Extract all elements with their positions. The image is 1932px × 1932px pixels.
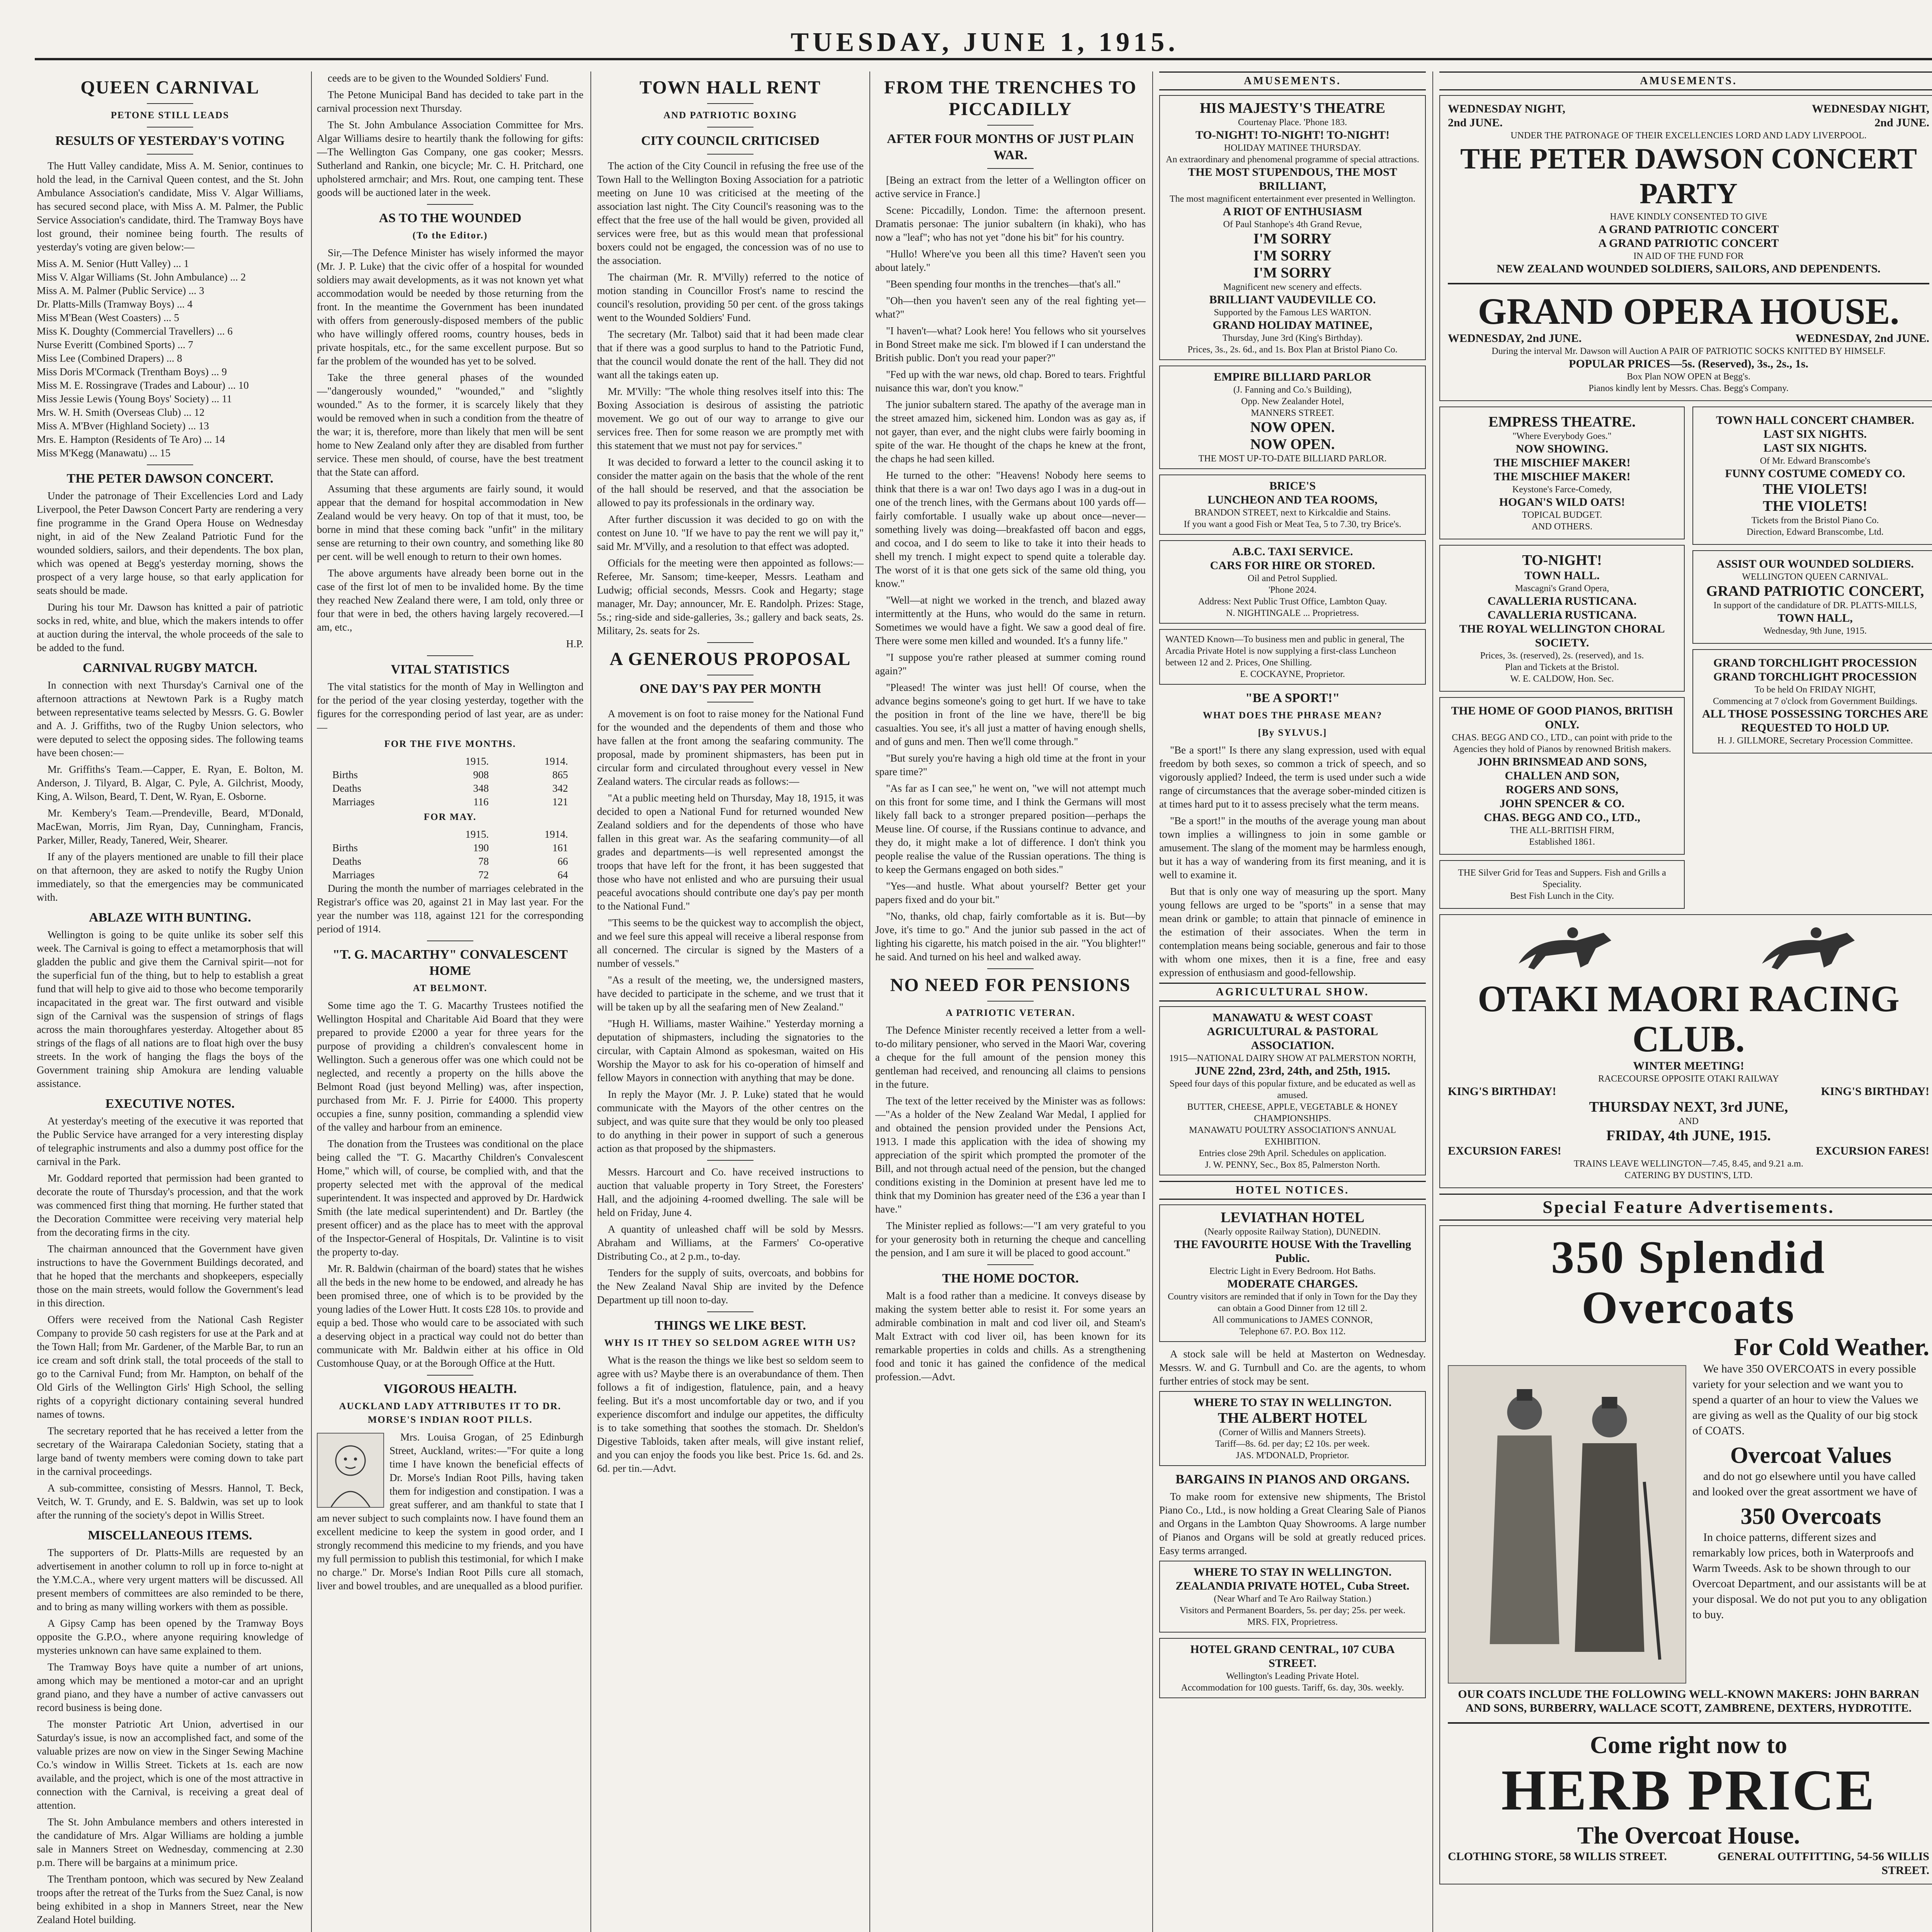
table-caption: FOR MAY. (423, 812, 477, 822)
column-rule (311, 71, 312, 1932)
paragraph: [Being an extract from the letter of a Wellington officer on active service in France.] (875, 174, 1146, 199)
article-subhead: AUCKLAND LADY ATTRIBUTES IT TO DR. MORSE'S INDIAN ROOT PILLS. (339, 1401, 561, 1425)
article-subhead: AFTER FOUR MONTHS OF JUST PLAIN WAR. (887, 132, 1134, 162)
article-headline: AS TO THE WOUNDED (379, 211, 522, 225)
paragraph: The supporters of Dr. Platts-Mills are requested by an advertisement in another column to roll up in force to-night at the Y.M.C.A., where very urgent matters will be discussed. All present members of committees are also reminded to be there, and to bring as many willing workers with them as possible. (37, 1547, 303, 1612)
paragraph: "Fed up with the war news, old chap. Bored to tears. Frightful nuisance this war, don't you know." (875, 369, 1146, 394)
paragraph: The action of the City Council in refusing the free use of the Town Hall to the Wellington Boxing Association for a patriotic meeting on June 10 was criticised at the meeting of the association last night. The City Council's reasoning was to the effect that the free use of the hall would be given, provided all services were free, but as this would mean that professional boxers could not be engaged, the concession was of no use to the association. (597, 160, 864, 266)
column-rule (869, 71, 870, 1932)
article-headline: RESULTS OF YESTERDAY'S VOTING (55, 134, 285, 148)
result-row: Miss Lee (Combined Drapers) ... 8 (37, 352, 182, 364)
paragraph: "This seems to be the quickest way to accomplish the object, and we feel sure this appeal will receive a liberal response from all concerned. The circular is signed by the Masters of a number of vessels." (597, 917, 864, 969)
paragraph: Sir,—The Defence Minister has wisely informed the mayor (Mr. J. P. Luke) that the civic offer of a hospital for wounded soldiers may await developments, as it was not known yet what accommodation would be needed by those returning from the front. In the meantime the Government has been inundated with offers from generously-disposed members of the public who have willingly offered rooms, country houses, beds in private hospitals, etc., for the same excellent purpose. But so far the problem of the wounded has yet to be solved. (317, 247, 583, 367)
paragraph: Mr. M'Villy: "The whole thing resolves itself into this: The Boxing Association is desirous of assisting the patriotic movement. We go out of our way to arrange to give our services free. Then for some reason we are promptly met with this statement that we must not pay for services." (597, 386, 864, 451)
table-row: Marriages 72 64 (332, 869, 568, 881)
article-subhead: ONE DAY'S PAY PER MONTH (639, 682, 821, 696)
paragraph: The monster Patriotic Art Union, advertised in our Saturday's issue, is now an accomplished fact, and some of the valuable prizes are now on view in the Singer Sewing Machine Co.'s window in Willis Street. Tickets at 1s. each are now available, and the project, which is one of the most attractive in connection with the Carnival, is receiving a great deal of attention. (37, 1718, 303, 1811)
paragraph: The chairman (Mr. R. M'Villy) referred to the notice of motion standing in Councillor Frost's name to rescind the council's resolution, providing 50 per cent. of the gross takings went to the Wounded Soldiers' Fund. (597, 271, 864, 323)
paragraph: The Minister replied as follows:—"I am very grateful to you for your generosity both in returning the cheque and cancelling the pension, and I am sure it will be placed to good account." (875, 1220, 1146, 1259)
result-row: Miss A. M. Palmer (Public Service) ... 3 (37, 285, 204, 296)
paragraph: ceeds are to be given to the Wounded Soldiers' Fund. (328, 72, 549, 84)
result-row: Nurse Everitt (Combined Sports) ... 7 (37, 339, 193, 350)
paragraph: A movement is on foot to raise money for the National Fund for the wounded and the dependents of them and those who have fallen at the front among the seafaring community. The proposal, made by prominent shipmasters, has been put in circular form and circulated throughout every vessel in New Zealand waters. The circular reads as follows:— (597, 708, 864, 787)
paragraph: What is the reason the things we like best so seldom seem to agree with us? Maybe there is an overabundance of them. Then follows a fit of indigestion, flatulence, pain, and a heavy feeling. But it's a most uncomfortable day or two, and if you experience discomfort and indulge our appetites, the difficulty is to take something that soothes the stomach. Dr. Sheldon's Digestive Tabloids, taken after meals, will give instant relief, and you can enjoy the foods you like best. Price 1s. 6d. and 2s. 6d. per tin.—Advt. (597, 1354, 864, 1474)
paragraph: In connection with next Thursday's Carnival one of the afternoon attractions at Newtown Park is a Rugby match between representative teams selected by Messrs. G. G. Bowler and A. J. Griffiths, two of the Rugby Union selectors, who were deputed to select the opposing sides. The following teams have been chosen:— (37, 679, 303, 759)
result-row: Miss M'Bean (West Coasters) ... 5 (37, 312, 179, 323)
ad-herb-price-overcoats: 350 Splendid Overcoats For Cold Weather. We have 350 OVERCOATS in every possible variety for your selection and we want you to spend a quarter of an hour to view the Values we are giving as well as the Quality of our big stock of COATS. Overcoat Values and do not go elsewhere until you have called and looked over the great assortment we have of 350 Overcoats In choice patterns, different sizes and remarkably low prices, both in Waterproofs and Warm Tweeds. Ask to be shown through to our Overcoat Department, and our assistants will be at your disposal. We do not put you to any obligation to buy. OUR COATS INCLUDE THE FOLLOWING WELL-KNOWN MAKERS: JOHN BARRAN AND SONS, BURBERRY, WALLACE SCOTT, ZAMBRENE, DEXTERS, HYDROTITE. Come right now to HERB PRICE The Overcoat House. CLOTHING STORE, 58 WILLIS STREET. GENERAL OUTFITTING, 54-56 WILLIS STREET. (1439, 1225, 1932, 1884)
ad-his-majestys-theatre: HIS MAJESTY'S THEATRE Courtenay Place. 'Phone 183. TO-NIGHT! TO-NIGHT! TO-NIGHT! HOLIDAY MATINEE THURSDAY. An extraordinary and phenomenal programme of special attractions. THE MOST STUPENDOUS, THE MOST BRILLIANT, The most magnificent entertainment ever presented in Wellington. A RIOT OF ENTHUSIASM Of Paul Stanhope's 4th Grand Revue, I'M SORRY I'M SORRY I'M SORRY Magnificent new scenery and effects. BRILLIANT VAUDEVILLE CO. Supported by the Famous LES WARTON. GRAND HOLIDAY MATINEE, Thursday, June 3rd (King's Birthday). Prices, 3s., 2s. 6d., and 1s. Box Plan at Bristol Piano Co. (1159, 95, 1426, 360)
paragraph: "Yes—and hustle. What about yourself? Better get your papers fixed and do your bit." (875, 880, 1146, 905)
table-header: 1915. 1914. (465, 755, 568, 767)
paragraph: After further discussion it was decided to go on with the contest on June 10. "If we have to pay the rent we will pay it," said Mr. M'Villy, and a resolution to that effect was adopted. (597, 514, 864, 552)
paragraph: The text of the letter received by the Minister was as follows:—"As a holder of the New Zealand War Medal, I applied for and obtained the pension provided under the Pensions Act, 1913. I made this application with the idea of showing my appreciation of the spirit which prompted the promoter of the Bill, and not through actual need of the pension, but the changed conditions existing in the Dominion at present have led me to think that my Dominion has greater need of the £36 a year than I have." (875, 1095, 1146, 1215)
paragraph: The Petone Municipal Band has decided to take part in the carnival procession next Thursday. (317, 89, 583, 114)
section-header: AGRICULTURAL SHOW. (1159, 983, 1426, 1002)
voting-results (37, 257, 303, 460)
ad-manawatu-show: MANAWATU & WEST COAST AGRICULTURAL & PASTORAL ASSOCIATION. 1915—NATIONAL DAIRY SHOW AT PALMERSTON NORTH, JUNE 22nd, 23rd, 24th, and 25th, 1915. Speed four days of this popular fixture, and be educated as well as amused. BUTTER, CHEESE, APPLE, VEGETABLE & HONEY CHAMPIONSHIPS. MANAWATU POULTRY ASSOCIATION'S ANNUAL EXHIBITION. Entries close 29th April. Schedules on application. J. W. PENNY, Sec., Box 85, Palmerston North. (1159, 1006, 1426, 1175)
article-headline: "BE A SPORT!" (1245, 691, 1340, 705)
paragraph: Assuming that these arguments are fairly sound, it would appear that the demand for hospital accommodation in New Zealand would be very heavy. On top of that it must, too, be borne in mind that these coming back "unfit" in the military sense are returning to their own country, and something like 80 per cent. will be well enough to return to their own homes. (317, 483, 583, 562)
paragraph: A quantity of unleashed chaff will be sold by Messrs. Abraham and Williams, at the Farmers' Co-operative Distributing Co., at 2 p.m., to-day. (597, 1223, 864, 1262)
article-headline: "T. G. MACARTHY" CONVALESCENT HOME (332, 947, 568, 978)
signature: H.P. (566, 638, 583, 650)
paragraph: The St. John Ambulance members and others interested in the candidature of Mrs. Algar Williams are holding a jumble sale in Manners Street on Wednesday, commencing at 2.30 p.m. There will be bargains at a minimum price. (37, 1816, 303, 1868)
paragraph: In reply the Mayor (Mr. J. P. Luke) stated that he would communicate with the Mayors of the other centres on the subject, and was quite sure that they would be only too pleased to do anything in their power in support of such a generous action as that proposed by the shipmasters. (597, 1088, 864, 1154)
paragraph: The secretary reported that he has received a letter from the secretary of the Wairarapa Caledonian Society, stating that a large band of twenty members were coming down to take part in the carnival proceedings. (37, 1425, 303, 1477)
ad-leviathan-hotel: LEVIATHAN HOTEL (Nearly opposite Railway Station), DUNEDIN. THE FAVOURITE HOUSE With the Travelling Public. Electric Light in Every Bedroom. Hot Baths. MODERATE CHARGES. Country visitors are reminded that if only in Town for the Day they can obtain a Good Dinner from 12 till 2. All communications to JAMES CONNOR, Telephone 67. P.O. Box 112. (1159, 1204, 1426, 1342)
ad-zealandia-hotel: WHERE TO STAY IN WELLINGTON. ZEALANDIA PRIVATE HOTEL, Cuba Street. (Near Wharf and Te Aro Railway Station.) Visitors and Permanent Boarders, 5s. per day; 25s. per week. MRS. FIX, Proprietress. (1159, 1561, 1426, 1633)
result-row: Dr. Platts-Mills (Tramway Boys) ... 4 (37, 298, 193, 310)
ad-torchlight-procession: GRAND TORCHLIGHT PROCESSION GRAND TORCHLIGHT PROCESSION To be held On FRIDAY NIGHT, Commencing at 7 o'clock from Government Buildings. ALL THOSE POSSESSING TORCHES ARE REQUESTED TO HOLD UP. H. J. GILLMORE, Secretary Procession Committee. (1692, 649, 1932, 753)
paragraph: The Defence Minister recently received a letter from a well-to-do military pensioner, who served in the Maori War, covering a cheque for the full amount of the pension money this gentleman had received, and renouncing all claims to pensions in the future. (875, 1024, 1146, 1090)
paragraph: The secretary (Mr. Talbot) said that it had been made clear that if there was a good surplus to hand to the Patriotic Fund, that the council would donate the rent of the hall. They did not want all the takings eaten up. (597, 328, 864, 381)
column-rule (590, 71, 591, 1932)
section-headline: MISCELLANEOUS ITEMS. (88, 1528, 252, 1543)
result-row: Miss V. Algar Williams (St. John Ambulance) ... 2 (37, 271, 246, 283)
paragraph: Some time ago the T. G. Macarthy Trustees notified the Wellington Hospital and Charitable Aid Board that they were prepared to provide £2000 a year for three years for the purpose of providing a children's convalescent home in Wellington. Such a generous offer was one which could not be neglected, and recently a property on the hills above the Belmont Road (just beyond Melling) was, after inspection, purchased from Mr. F. J. Pirrie for £4000. This property occupies a fine, sunny position, commanding a splendid view of the valley and harbour from an eminence. (317, 1000, 583, 1133)
column-rule (1152, 71, 1153, 1932)
paragraph: "Be a sport!" Is there any slang expression, used with equal freedom by both sexes, so common a trick of speech, and so vigorously applied? Indeed, the term is used under such a wide range of circumstances that the average sober-minded citizen is at times hard put to it to assess precisely what the term means. (1159, 744, 1426, 810)
result-row: Miss M'Kegg (Manawatu) ... 15 (37, 447, 171, 459)
ad-abc-taxi: A.B.C. TAXI SERVICE. CARS FOR HIRE OR STORED. Oil and Petrol Supplied. 'Phone 2024. Address: Next Public Trust Office, Lambton Quay. N. NIGHTINGALE ... Proprietress. (1159, 540, 1426, 624)
article-subhead: WHY IS IT THEY SO SELDOM AGREE WITH US? (604, 1338, 857, 1348)
paragraph: Mr. Goddard reported that permission had been granted to decorate the route of Thursday's procession, and that the work was commenced first thing that morning. He further stated that the Decoration Committee were receiving very material help from the decorating firms in the city. (37, 1172, 303, 1238)
paragraph: Take the three general phases of the wounded—"dangerously wounded," "wounded," and "slightly wounded." As to the former, it is scarcely likely that they would be removed when in such a condition from the theatre of the war; it is, therefore, more than likely that men will be sent home to New Zealand only after they are disabled from further service. These men should, of course, have the best treatment that the State can afford. (317, 372, 583, 478)
ad-assist-wounded-soldiers: ASSIST OUR WOUNDED SOLDIERS. WELLINGTON QUEEN CARNIVAL. GRAND PATRIOTIC CONCERT, In support of the candidature of DR. PLATTS-MILLS, TOWN HALL, Wednesday, 9th June, 1915. (1692, 550, 1932, 644)
paragraph: "I haven't—what? Look here! You fellows who sit yourselves in Bond Street make me sick. I'm blowed if I can understand the British public. Don't you read your paper?" (875, 325, 1146, 364)
table-caption: FOR THE FIVE MONTHS. (384, 739, 516, 749)
article-headline: THINGS WE LIKE BEST. (655, 1318, 806, 1333)
paragraph: "As far as I can see," he went on, "we will not attempt much on this front for some time, and I think the Germans will most likely fall back to a stronger prepared position—perhaps the Meuse line. Of course, if the Russians continue to advance, and they do, it might make a lot of difference. I don't think you people realise the value of the Russian operations. The thing is to keep the Germans engaged on both sides." (875, 782, 1146, 875)
article-headline: CITY COUNCIL CRITICISED (641, 134, 820, 148)
result-row: Miss A. M. Senior (Hutt Valley) ... 1 (37, 258, 189, 269)
article-headline: THE HOME DOCTOR. (942, 1271, 1079, 1286)
article-headline: TOWN HALL RENT (639, 77, 821, 98)
result-row: Miss Doris M'Cormack (Trentham Boys) ... 9 (37, 366, 227, 378)
paragraph: "Well—at night we worked in the trench, and blazed away intermittently at the Huns, who would do the same in return. Sometimes we would have a fight. We saw a good deal of fire. There were some men killed and wounded. It's a funny life." (875, 594, 1146, 646)
section-header: AMUSEMENTS. (1159, 71, 1426, 90)
table-row: Births 190 161 (332, 842, 568, 854)
paragraph: At yesterday's meeting of the executive it was reported that the Public Service have arranged for a very interesting display of telegraphic instruments and also a dummy post office for the carnival in the Park. (37, 1115, 303, 1167)
result-row: Miss M. E. Rossingrave (Trades and Labour) ... 10 (37, 379, 249, 391)
result-row: Miss Jessie Lewis (Young Boys' Society) ... 11 (37, 393, 232, 405)
article-subhead: (To the Editor.) (412, 230, 488, 241)
paragraph: Malt is a food rather than a medicine. It conveys disease by making the system better able to resist it. For some years an admirable combination in malt and cod liver oil, and Steam's Malt Extract with cod liver oil, has been known for its remarkable properties in colds and chills. As a strengthening food and tonic it has gained the confidence of the medical profession.—Advt. (875, 1290, 1146, 1383)
paragraph: "Hullo! Where've you been all this time? Haven't seen you about lately." (875, 248, 1146, 273)
result-row: Miss A. M'Bver (Highland Society) ... 13 (37, 420, 209, 432)
paragraph: The junior subaltern stared. The apathy of the average man in the street amazed him, sickened him. London was as gay as, if not gayer, than ever, and the night clubs were fairly booming in spite of the war. He thought of the chaps he knew at the front, the chaps he had seen killed. (875, 399, 1146, 464)
result-row: Mrs. E. Hampton (Residents of Te Aro) ... 14 (37, 434, 225, 445)
ad-grand-central-hotel: HOTEL GRAND CENTRAL, 107 CUBA STREET. Wellington's Leading Private Hotel. Accommodation for 100 guests. Tariff, 6s. day, 30s. weekly. (1159, 1638, 1426, 1698)
paragraph: To make room for extensive new shipments, The Bristol Piano Co., Ltd., is now holding a Great Clearing Sale of Pianos and Organs in the Lambton Quay Showrooms. A large number of Pianos and Organs will be sold at greatly reduced prices. Easy terms arranged. (1159, 1491, 1426, 1556)
paragraph: During the month the number of marriages celebrated in the Registrar's office was 20, against 21 in May last year. For the year the number was 118, against 121 for the corresponding period of 1914. (317, 883, 583, 935)
paragraph: Offers were received from the National Cash Register Company to provide 50 cash registers for use at the Park and at the Town Hall; from Mr. Gardener, of the Marble Bar, to run an ice cream and soft drink stall, the total proceeds of the stall to go to the Carnival Fund; from Mr. Hampton, on behalf of the Old Girls of the Wellington Girls' High School, the selling rights of a copyright dictionary containing several hundred names of towns. (37, 1314, 303, 1420)
paragraph: Messrs. Harcourt and Co. have received instructions to auction that valuable property in Tory Street, the Foresters' Hall, and the adjoining 4-roomed dwelling. The sale will be held on Friday, June 4. (597, 1166, 864, 1218)
paragraph: Tenders for the supply of suits, overcoats, and bobbins for the New Zealand Naval Ship are invited by the Defence Department up till noon to-day. (597, 1267, 864, 1306)
paragraph: "As a result of the meeting, we, the undersigned masters, have decided to participate in the scheme, and we trust that it will be taken up by all the seafaring men of New Zealand." (597, 974, 864, 1013)
paragraph: The Tramway Boys have quite a number of art unions, among which may be mentioned a motor-car and an upright grand piano, and they have a number of active canvassers out record business is being done. (37, 1661, 303, 1713)
paragraph: Mr. Kembery's Team.—Prendeville, Beard, M'Donald, MacEwan, Morris, Jim Ryan, Day, Cunningham, Francis, Parker, Miller, Ready, Tanered, Weir, Shearer. (37, 807, 303, 846)
article-subhead: A PATRIOTIC VETERAN. (946, 1008, 1075, 1018)
paragraph: But that is only one way of measuring up the sport. Many young fellows are urged to be "sports" in a sense that may mean drink or gamble; to attain that pinnacle of eminence in the estimation of their associates. When the term in contemplation means being sociable, generous and fair to those with whom one mixes, then it is a fine, free and easy expression of enthusiasm and good-fellowship. (1159, 886, 1426, 978)
ad-otaki-racing-club: OTAKI MAORI RACING CLUB. WINTER MEETING! RACECOURSE OPPOSITE OTAKI RAILWAY KING'S BIRTHDAY! KING'S BIRTHDAY! THURSDAY NEXT, 3rd JUNE, AND FRIDAY, 4th JUNE, 1915. EXCURSION FARES! EXCURSION FARES! TRAINS LEAVE WELLINGTON—7.45, 8.45, and 9.21 a.m. CATERING BY DUSTIN'S, LTD. (1439, 914, 1932, 1188)
section-headline: CARNIVAL RUGBY MATCH. (83, 661, 257, 675)
ad-brices-tea-rooms: BRICE'S LUNCHEON AND TEA ROOMS, BRANDON STREET, next to Kirkcaldie and Stains. If you want a good Fish or Meat Tea, 5 to 7.30, try Brice's. (1159, 474, 1426, 535)
racehorse-illustration (1448, 921, 1929, 975)
paragraph: The Trentham pontoon, which was secured by New Zealand troops after the retreat of the Turks from the Suez Canal, is now being exhibited in a shop in Manners Street, near the New Zealand Hotel building. (37, 1873, 303, 1925)
paragraph: "Be a sport!" in the mouths of the average young man about town implies a willingness to join in some gamble or amusement. The slang of the moment may be harmless enough, but it has a way of wandering from its first meaning, and it is well to examine it. (1159, 815, 1426, 881)
ad-silver-grid: THE Silver Grid for Teas and Suppers. Fish and Grills a Speciality. Best Fish Lunch in the City. (1439, 860, 1685, 909)
ad-peter-dawson-concert: WEDNESDAY NIGHT, 2nd JUNE. WEDNESDAY NIGHT, 2nd JUNE. UNDER THE PATRONAGE OF THEIR EXCELLENCIES LORD AND LADY LIVERPOOL. THE PETER DAWSON CONCERT PARTY HAVE KINDLY CONSENTED TO GIVE A GRAND PATRIOTIC CONCERT A GRAND PATRIOTIC CONCERT IN AID OF THE FUND FOR NEW ZEALAND WOUNDED SOLDIERS, SAILORS, AND DEPENDENTS. GRAND OPERA HOUSE. WEDNESDAY, 2nd JUNE. WEDNESDAY, 2nd JUNE. During the interval Mr. Dawson will Auction A PAIR OF PATRIOTIC SOCKS KNITTED BY HIMSELF. POPULAR PRICES—5s. (Reserved), 3s., 2s., 1s. Box Plan NOW OPEN at Begg's. Pianos kindly lent by Messrs. Chas. Begg's Company. (1439, 95, 1932, 401)
paragraph: It was decided to forward a letter to the council asking it to consider the matter again on the basis that the whole of the rent of the hall should be reserved, and that the association be allowed to pay its professionals in the ordinary way. (597, 456, 864, 509)
paragraph: "No, thanks, old chap, fairly comfortable as it is. But—by Jove, it's time to go." And the junior sub passed in the act of lighting his cigarette, his match poised in the air. "You blighter!" he said. And turned on his heel and walked away. (875, 910, 1146, 963)
paragraph: Wellington is going to be quite unlike its sober self this week. The Carnival is going to effect a metamorphosis that will gladden the public and give them the Carnival spirit—not for the superficial fun of the thing, but to help to establish a great fund that will help to give aid to those who become temporarily incapacitated in the great war. The first outward and visible sign of the Carnival was the suspension of strings of flags across the main thoroughfares yesterday. Altogether about 85 strings of the flags of all nations are to float high over the busy streets. In the work of hanging the flags the boys of the Government training ship Amokura are lending valuable assistance. (37, 929, 303, 1089)
paragraph: "But surely you're having a high old time at the front in your spare time?" (875, 752, 1146, 777)
article-headline: FROM THE TRENCHES TO PICCADILLY (884, 77, 1137, 119)
column-1 (37, 71, 303, 1932)
ad-albert-hotel: WHERE TO STAY IN WELLINGTON. THE ALBERT HOTEL (Corner of Willis and Manners Streets). Tariff—8s. 6d. per day; £2 10s. per week. JAS. M'DONALD, Proprietor. (1159, 1391, 1426, 1466)
article-subhead: AND PATRIOTIC BOXING (663, 110, 798, 121)
result-row: Mrs. W. H. Smith (Overseas Club) ... 12 (37, 406, 205, 418)
paragraph: Mr. Griffiths's Team.—Capper, E. Ryan, E. Bolton, M. Anderson, J. Tilyard, B. Algar, C. Pyle, A. Gilchrist, Moody, King, A. Wilson, Beard, T. Dent, W. Ryan, E. Osborne. (37, 764, 303, 802)
paragraph: The above arguments have already been borne out in the case of the first lot of men to be invalided home. By the time they reached New Zealand there were, I am told, only three or four that were in bed, the others having largely recovered.—I am, etc., (317, 567, 583, 633)
column-rule (1432, 71, 1433, 1932)
section-header: AMUSEMENTS. (1439, 71, 1932, 90)
paragraph: "Hugh H. Williams, master Waihine." Yesterday morning a deputation of shipmasters, including the signatories to the circular, with Captain Almond as spokesman, waited on His Worship the Mayor to ask for his co-operation of himself and fellow Mayors in connection with anything that may be done. (597, 1018, 864, 1083)
paragraph: Scene: Piccadilly, London. Time: the afternoon present. Dramatis personae: The junior subaltern (in khaki), who has now a "leaf"; who has not yet "done his bit" for his country. (875, 204, 1146, 243)
paragraph: He turned to the other: "Heavens! Nobody here seems to think that there is a war on! Two days ago I was in a dug-out in one of the trench lines, with the Germans about 100 yards off—fairly comfortable. I usually wake up about once—never—something lively was doing—breakfasted off bacon and eggs, and cocoa, and I do seem to like to take it into their heads to shell my trench. I might expect to spend quite a tolerable day. The worst of it is that one gets sick of the same old thing, you know." (875, 469, 1146, 589)
paragraph: The vital statistics for the month of May in Wellington and for the period of the year closing yesterday, together with the figures for the corresponding period of last year, are as under:— (317, 681, 583, 733)
section-header: HOTEL NOTICES. (1159, 1181, 1426, 1200)
ad-empire-billiard-parlor: EMPIRE BILLIARD PARLOR (J. Fanning and Co.'s Building), Opp. New Zealander Hotel, MANNERS STREET. NOW OPEN. NOW OPEN. THE MOST UP-TO-DATE BILLIARD PARLOR. (1159, 366, 1426, 469)
paragraph: During his tour Mr. Dawson has knitted a pair of patriotic socks in red, white, and blue, which the makers intends to offer at auction during the interval, the whole proceeds of the sale to be added to the fund. (37, 601, 303, 653)
paragraph: The Hutt Valley candidate, Miss A. M. Senior, continues to hold the lead, in the Carnival Queen contest, and the St. John Ambulance Association's candidate, Miss V. Algar Williams, has secured second place, with Miss A. M. Palmer, the Public Service Association's candidate, third. The Tramway Boys have lost ground, their nominee being fourth. The results of yesterday's voting are given below:— (37, 160, 303, 253)
table-row: Marriages 116 121 (332, 796, 568, 808)
paragraph: The chairman announced that the Government have given instructions to have the Government Buildings decorated, and that he hoped that the merchants and shopkeepers, especially those on the main streets, would follow the Government's lead in this direction. (37, 1243, 303, 1309)
column-6-amusements (1439, 71, 1932, 1932)
paragraph: Mrs. Louisa Grogan, of 25 Edinburgh Street, Auckland, writes:—"For quite a long time I have known the beneficial effects of Dr. Morse's Indian Root Pills, having taken them for indigestion and constipation. I was a great sufferer, and am thankful to state that I am never subject to such complaints now. I have found them an excellent medicine to keep the system in good order, and I strongly recommend this medicine to my friends, and you have my full permission to publish this testimonial, for which I make no charge." Dr. Morse's Indian Root Pills cure all stomach, liver and bowel troubles, and are unequalled as a blood purifier. (317, 1431, 583, 1592)
paragraph: "At a public meeting held on Thursday, May 18, 1915, it was decided to open a National Fund for returned wounded New Zealand soldiers and for the dependents of those who have fallen in this great war. As the seafaring community—of all grades and departments—is well represented amongst the troops that have left for the front, it has been suggested that those who have not enlisted and who are pursuing their usual peaceful avocations should contribute one day's pay per month to the National Fund." (597, 792, 864, 912)
ad-cavalleria-rusticana: TO-NIGHT! TOWN HALL. Mascagni's Grand Opera, CAVALLERIA RUSTICANA. CAVALLERIA RUSTICANA. THE ROYAL WELLINGTON CHORAL SOCIETY. Prices, 3s. (reserved), 2s. (reserved), and 1s. Plan and Tickets at the Bristol. W. E. CALDOW, Hon. Sec. (1439, 545, 1685, 692)
paragraph: "Oh—then you haven't seen any of the real fighting yet—what?" (875, 295, 1146, 320)
byline: [By SYLVUS.] (1258, 728, 1327, 738)
column-2 (317, 71, 583, 1932)
paragraph: Under the patronage of Their Excellencies Lord and Lady Liverpool, the Peter Dawson Concert Party are rendering a very fine programme in the Grand Opera House on Wednesday night, in aid of the New Zealand Patriotic Fund for the wounded soldiers, sailors, and their dependents. The box plan, which was opened at Begg's yesterday morning, shows the prospect of a very large house, so that early application for seats should be made. (37, 490, 303, 596)
paragraph: Mr. R. Baldwin (chairman of the board) states that he wishes all the beds in the new home to be endowed, and already he has been promised three, one of which is to be provided by the young ladies of the Lower Hutt. It costs £28 10s. to provide and equip a bed. Those who would care to be associated with such a deserving object in a practical way could not do better than communicate with Mr. Baldwin either at his office in Old Customhouse Quay, or at the Borough Office at the Hutt. (317, 1263, 583, 1369)
result-row: Miss K. Doughty (Commercial Travellers) ... 6 (37, 325, 233, 337)
masthead-title: TUESDAY, JUNE 1, 1915. (791, 27, 1179, 57)
ad-arcadia-hotel: WANTED Known—To business men and public in general, The Arcadia Private Hotel is now supplying a first-class Luncheon between 12 and 2. Prices, One Shilling. E. COCKAYNE, Proprietor. (1159, 629, 1426, 685)
article-headline: A GENEROUS PROPOSAL (609, 649, 851, 669)
article-headline: BARGAINS IN PIANOS AND ORGANS. (1175, 1472, 1410, 1486)
article-subhead: WHAT DOES THE PHRASE MEAN? (1202, 710, 1383, 721)
gentlemen-in-overcoats-illustration (1448, 1365, 1686, 1684)
paragraph: A sub-committee, consisting of Messrs. Hannol, T. Beck, Veitch, W. T. Grundy, and E. S. Baldwin, was set up to look after the running of the society's depot in Willis Street. (37, 1482, 303, 1521)
paragraph: Officials for the meeting were then appointed as follows:—Referee, Mr. Sansom; time-keeper, Messrs. Leatham and Ludwig; official seconds, Messrs. Cook and Hegarty; stage manager, Mr. Day; announcer, Mr. E. Randolph. Prizes: Stage, 5s.; ring-side and side-galleries, 3s.; gallery and back seats, 2s. Military, 2s. seats for 2s. (597, 557, 864, 636)
ad-empress-theatre: EMPRESS THEATRE. "Where Everybody Goes." NOW SHOWING. THE MISCHIEF MAKER! THE MISCHIEF MAKER! Keystone's Farce-Comedy, HOGAN'S WILD OATS! TOPICAL BUDGET. AND OTHERS. (1439, 406, 1685, 539)
paragraph: A stock sale will be held at Masterton on Wednesday. Messrs. W. and G. Turnbull and Co. are the agents, to whom further entries of stock may be sent. (1159, 1348, 1426, 1387)
table-row: Deaths 78 66 (332, 855, 568, 867)
article-headline: VIGOROUS HEALTH. (383, 1382, 517, 1396)
paragraph: If any of the players mentioned are unable to fill their place on that afternoon, they are asked to notify the Rugby Union immediately, so that the emergencies may be communicated with. (37, 851, 303, 903)
section-headline: THE PETER DAWSON CONCERT. (66, 471, 274, 486)
paragraph: A Gipsy Camp has been opened by the Tramway Boys opposite the G.P.O., where anyone requiring knowledge of mysteries unknown can have same explained to them. (37, 1617, 303, 1656)
article-subhead: AT BELMONT. (413, 983, 488, 993)
column-3 (597, 71, 864, 1932)
section-headline: EXECUTIVE NOTES. (105, 1097, 235, 1111)
article-subhead: PETONE STILL LEADS (111, 110, 230, 121)
article-headline: NO NEED FOR PENSIONS (890, 975, 1131, 995)
paragraph: "I suppose you're rather pleased at summer coming round again?" (875, 651, 1146, 677)
ad-begg-pianos: THE HOME OF GOOD PIANOS, BRITISH ONLY. CHAS. BEGG AND CO., LTD., can point with pride to the Agencies they hold of Pianos by renowned British makers. JOHN BRINSMEAD AND SONS, CHALLEN AND SON, ROGERS AND SONS, JOHN SPENCER & CO. CHAS. BEGG AND CO., LTD., THE ALL-BRITISH FIRM, Established 1861. (1439, 697, 1685, 855)
table-row: Deaths 348 342 (332, 782, 568, 794)
column-4 (875, 71, 1146, 1932)
section-header: Special Feature Advertisements. (1439, 1194, 1932, 1221)
paragraph: "Been spending four months in the trenches—that's all." (886, 278, 1121, 290)
section-headline: ABLAZE WITH BUNTING. (89, 910, 251, 925)
article-headline: QUEEN CARNIVAL (80, 77, 260, 98)
portrait-illustration (317, 1433, 384, 1508)
paragraph: The donation from the Trustees was conditional on the place being called the "T. G. Macarthy Children's Convalescent Home," which will, of course, be complied with, and that the property selected met with the approval of the medical superintendent. It was inspected and approved by Dr. Hardwick Smith (the late medical superintendent) and Dr. Bartley (the present officer) and as the place has to meet with the approval of the Inspector-General of Hospitals, Dr. Valintine is to visit the property to-day. (317, 1138, 583, 1258)
paragraph: The St. John Ambulance Association Committee for Mrs. Algar Williams desire to heartily thank the following for gifts:—The Wellington Gas Company, one gas cooker; Messrs. Sutherland and Rankin, one bicycle; Mr. C. H. Pritchard, one upholstered armchair; and Mrs. Rout, one camping tent. These goods will be auctioned later in the week. (317, 119, 583, 198)
table-row: Births 908 865 (332, 769, 568, 781)
table-header: 1915. 1914. (465, 828, 568, 840)
article-headline: VITAL STATISTICS (391, 662, 510, 677)
column-5-amusements (1159, 71, 1426, 1932)
paragraph: "Pleased! The winter was just hell! Of course, when the advance begins someone's going to get hurt. If we have to take the position in front of the line we have, there'll be big casualties. You see, it's all just a matter of having enough shells, and of guns and men. Then we'll come through." (875, 682, 1146, 747)
ad-town-hall-concert-chamber: TOWN HALL CONCERT CHAMBER. LAST SIX NIGHTS. LAST SIX NIGHTS. Of Mr. Edward Branscombe's FUNNY COSTUME COMEDY CO. THE VIOLETS! THE VIOLETS! Tickets from the Bristol Piano Co. Direction, Edward Branscombe, Ltd. (1692, 406, 1932, 545)
masthead (35, 15, 1932, 60)
